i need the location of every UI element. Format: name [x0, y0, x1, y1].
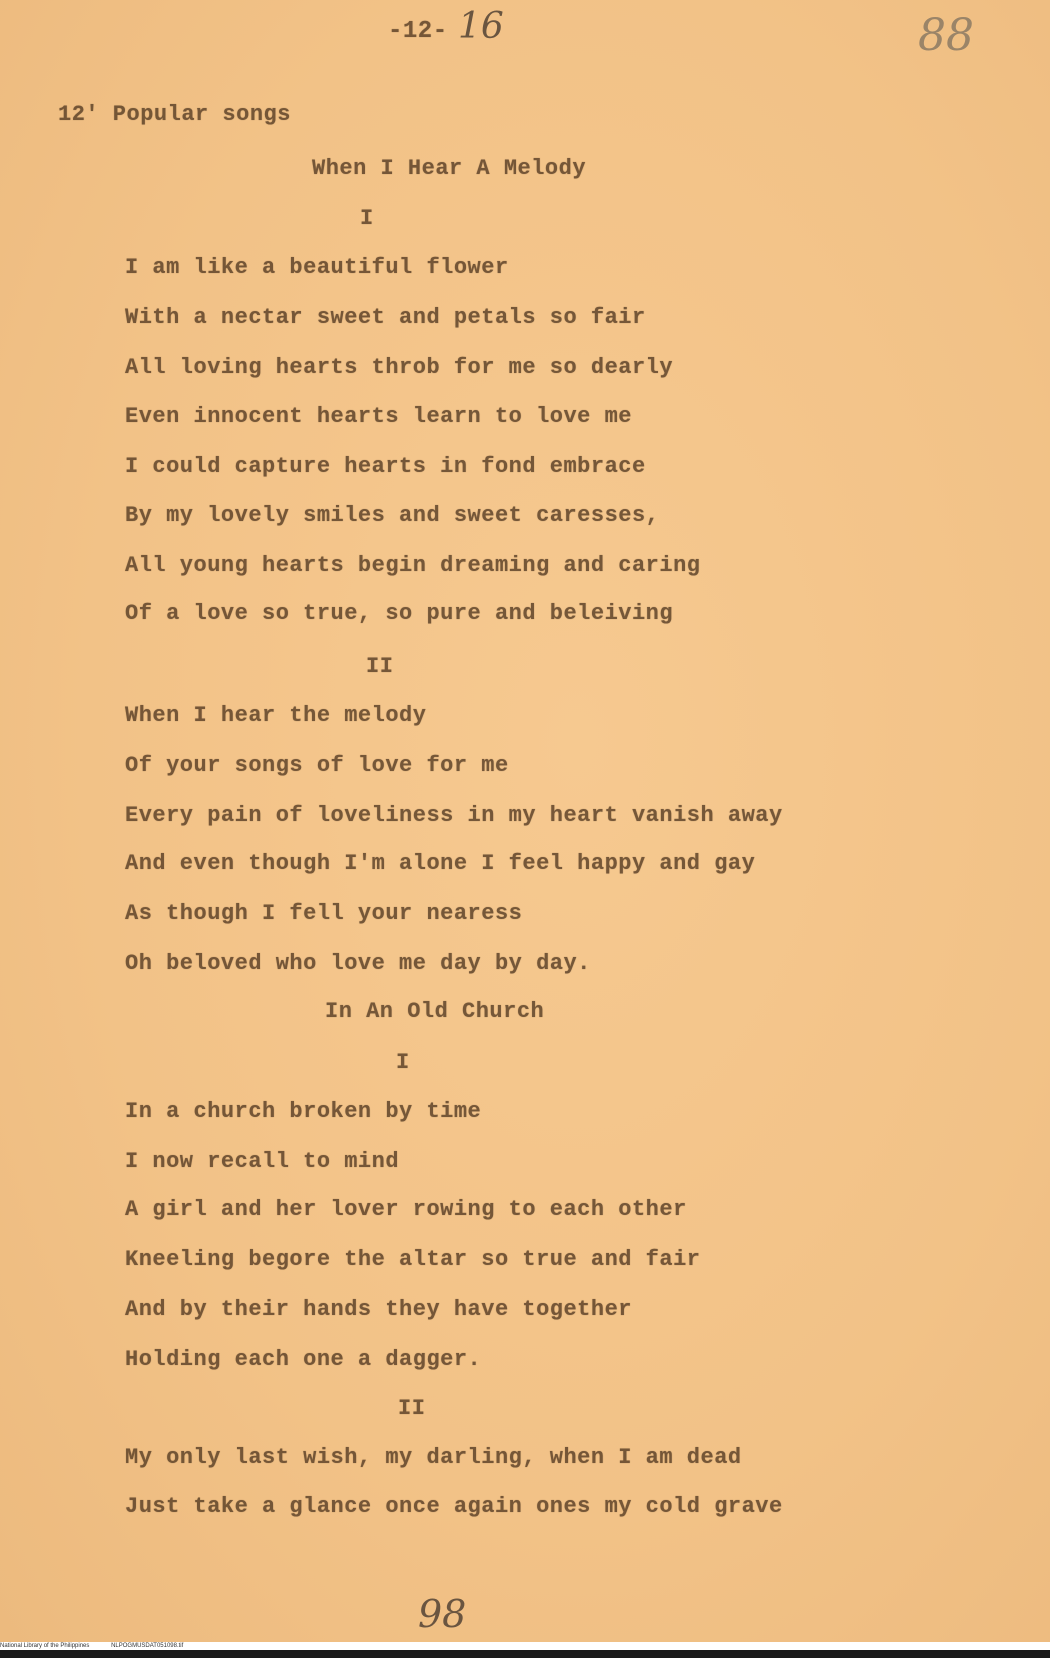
stanza-label: I — [396, 1050, 410, 1075]
corner-archive-number: 88 — [918, 10, 974, 61]
section-heading: 12' Popular songs — [58, 102, 291, 127]
footer — [0, 1642, 203, 1650]
lyric-line: My only last wish, my darling, when I am dead — [125, 1445, 742, 1470]
lyric-line: I am like a beautiful flower — [125, 255, 509, 280]
lyric-line: When I hear the melody — [125, 703, 427, 728]
stanza-label: I — [360, 206, 374, 231]
typed-page-number: -12- — [388, 18, 448, 45]
stanza-label: II — [398, 1396, 426, 1421]
lyric-line: As though I fell your nearess — [125, 901, 523, 926]
stanza-label: II — [366, 654, 394, 679]
lyric-line: In a church broken by time — [125, 1099, 482, 1124]
lyric-line: And even though I'm alone I feel happy and gay — [125, 851, 756, 876]
footer-file: NLPOGMUSDAT051098.tif — [111, 1643, 184, 1649]
lyric-line: I could capture hearts in fond embrace — [125, 454, 646, 479]
lyric-line: I now recall to mind — [125, 1149, 400, 1174]
lyric-line: All loving hearts throb for me so dearly — [125, 355, 674, 380]
song-title: In An Old Church — [325, 999, 545, 1024]
lyric-line: By my lovely smiles and sweet caresses, — [125, 503, 660, 528]
bottom-handwritten-number: 98 — [418, 1592, 467, 1636]
footer-library: National Library of the Philippines — [0, 1643, 90, 1649]
lyric-line: Every pain of loveliness in my heart vanish away — [125, 803, 783, 828]
lyric-line: All young hearts begin dreaming and caring — [125, 553, 701, 578]
lyric-line: And by their hands they have together — [125, 1297, 632, 1322]
lyric-line: Kneeling begore the altar so true and fair — [125, 1247, 701, 1272]
handwritten-page-number: 16 — [458, 6, 504, 47]
lyric-line: Of a love so true, so pure and beleiving — [125, 601, 674, 626]
lyric-line: Of your songs of love for me — [125, 753, 509, 778]
lyric-line: With a nectar sweet and petals so fair — [125, 305, 646, 330]
lyric-line: Oh beloved who love me day by day. — [125, 951, 591, 976]
song-title: When I Hear A Melody — [312, 156, 587, 181]
lyric-line: Even innocent hearts learn to love me — [125, 404, 632, 429]
lyric-line: A girl and her lover rowing to each other — [125, 1197, 687, 1222]
lyric-line: Holding each one a dagger. — [125, 1347, 482, 1372]
lyric-line: Just take a glance once again ones my cold grave — [125, 1494, 783, 1519]
